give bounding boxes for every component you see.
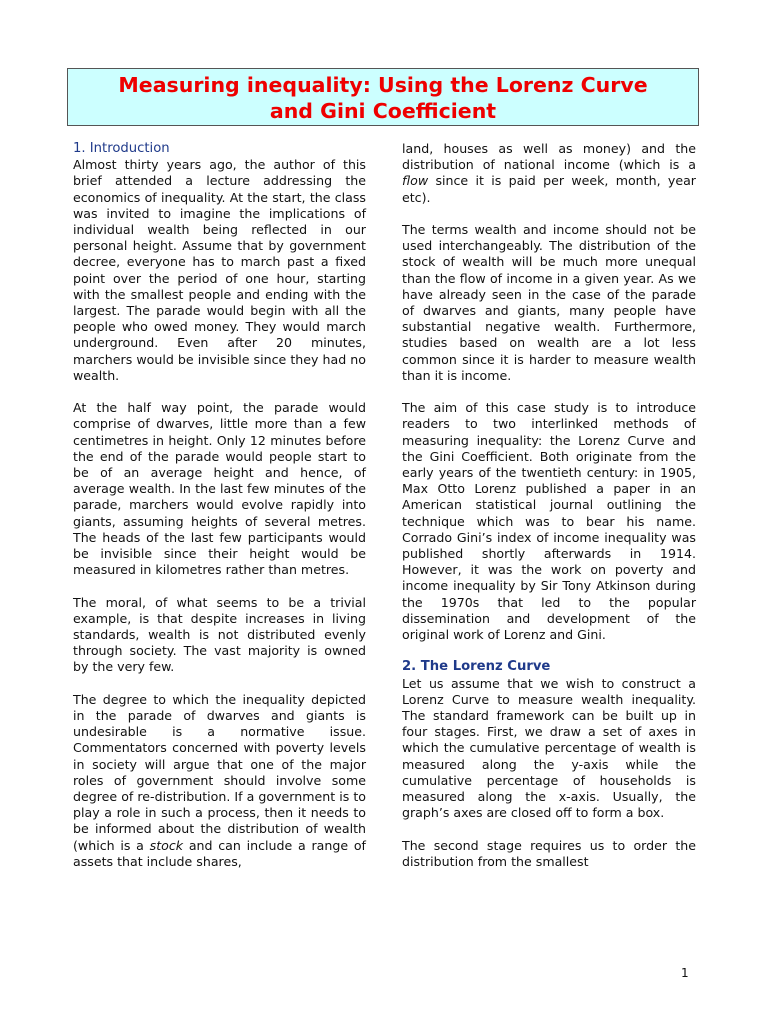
page-number: 1 bbox=[681, 966, 689, 980]
italic-term: stock bbox=[149, 837, 184, 853]
paragraph: At the half way point, the parade would comprise of dwarves, little more than a few centimetres in height. Only 12 minutes before the end of the parade would people start to be of an average height and hence, of average wealth. In the last few minutes of the parade, marchers would evolve rapidly into giants, assuming heights of several metres. The heads of the last few participants would be invisible since their height would be measured in kilometres rather than metres. bbox=[73, 400, 366, 578]
paragraph: The second stage requires us to order the distribution from the smallest bbox=[402, 837, 696, 869]
text-run: since it is paid per week, month, year etc). bbox=[402, 173, 696, 205]
italic-term: flow bbox=[402, 173, 429, 189]
paragraph: Almost thirty years ago, the author of this brief attended a lecture addressing the economics of inequality. At the start, the class was invited to imagine the implications of individual wealth being reflected in our personal height. Assume that by government decree, everyone has to march past a fixed point over the period of one hour, starting with the smallest people and ending with the largest. The parade would begin with all the people who owed money. They would march underground. Even after 20 minutes, marchers would be invisible since they had no wealth. bbox=[73, 157, 366, 383]
title-box bbox=[67, 68, 699, 126]
paragraph: The terms wealth and income should not be used interchangeably. The distribution of the stock of wealth will be much more unequal than the flow of income in a given year. As we have already seen in the case of the parade of dwarves and giants, many people have substantial negative wealth. Furthermore, studies based on wealth are a lot less common since it is harder to measure wealth than it is income. bbox=[402, 222, 696, 383]
paragraph: The aim of this case study is to introduce readers to two interlinked methods of measuring inequality: the Lorenz Curve and the Gini Coefficient. Both originate from the early years of the twentieth century: in 1905, Max Otto Lorenz published a paper in an American statistical journal outlining the technique which was to bear his name. Corrado Gini’s index of income inequality was published shortly afterwards in 1914. However, it was the work on poverty and income inequality by Sir Tony Atkinson during the 1970s that led to the popular dissemination and development of the original work of Lorenz and Gini. bbox=[402, 400, 696, 643]
title-line-2: and Gini Coefficient bbox=[269, 99, 497, 123]
title-line-1: Measuring inequality: Using the Lorenz Curve bbox=[118, 73, 648, 97]
section-heading-lorenz-curve: 2. The Lorenz Curve bbox=[402, 659, 551, 675]
text-run: land, houses as well as money) and the distribution of national income (which is a bbox=[402, 141, 696, 173]
left-column bbox=[73, 141, 366, 886]
text-run: and can include a range of assets that include shares, bbox=[73, 837, 366, 869]
page-title bbox=[68, 72, 698, 124]
paragraph: The moral, of what seems to be a trivial example, is that despite increases in living standards, wealth is not distributed evenly through society. The vast majority is owned by the very few. bbox=[73, 594, 366, 675]
section-heading-introduction: 1. Introduction bbox=[73, 141, 170, 156]
paragraph bbox=[73, 692, 366, 870]
text-run: The degree to which the inequality depicted in the parade of dwarves and giants is undesirable is a normative issue. Commentators concerned with poverty levels in society will argue that one of the major roles of government should involve some degree of re-distribution. If a government is to play a role in such a process, then it needs to be informed about the distribution of wealth (which is a bbox=[73, 691, 366, 853]
right-column bbox=[402, 141, 696, 886]
paragraph: Let us assume that we wish to construct a Lorenz Curve to measure wealth inequality. The standard framework can be built up in four stages. First, we draw a set of axes in which the cumulative percentage of wealth is measured along the y-axis while the cumulative percentage of households is measured along the x-axis. Usually, the graph’s axes are closed off to form a box. bbox=[402, 675, 696, 821]
paragraph bbox=[402, 141, 696, 206]
